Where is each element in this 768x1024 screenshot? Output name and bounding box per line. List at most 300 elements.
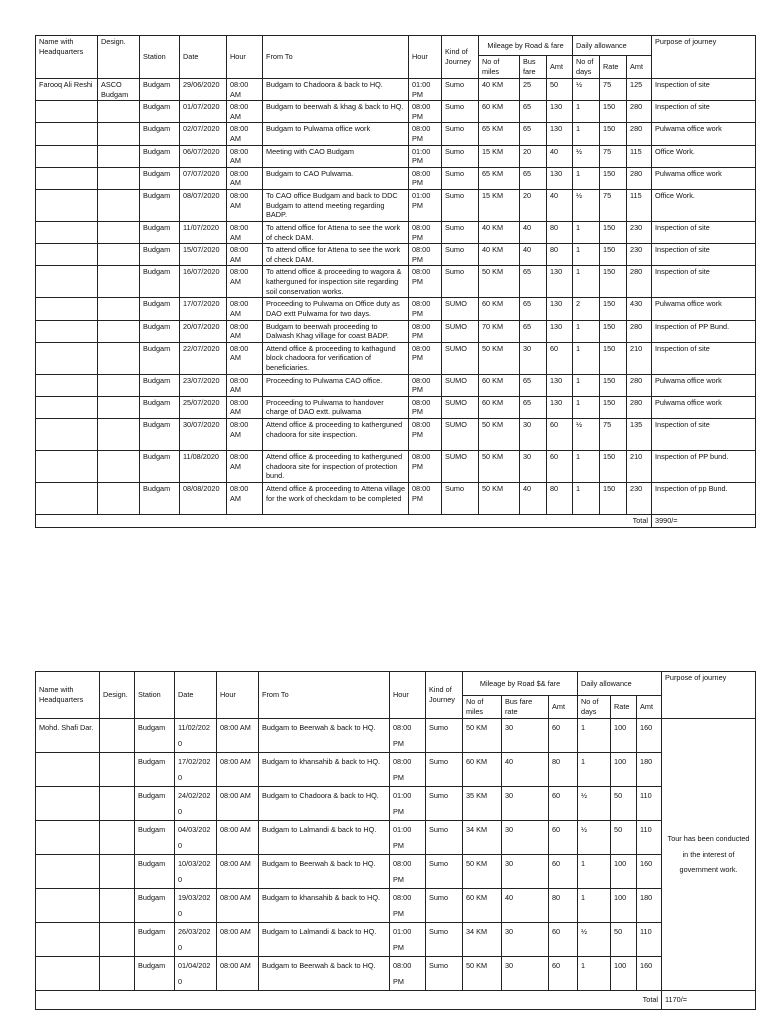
cell-purpose: Inspection of site bbox=[652, 79, 756, 101]
cell-bus-fare: 40 bbox=[502, 753, 549, 787]
cell-no-of-days: 1 bbox=[573, 244, 600, 266]
cell-allowance-amt: 160 bbox=[637, 855, 662, 889]
cell-rate: 150 bbox=[600, 483, 627, 515]
cell-date: 17/02/2020 bbox=[175, 753, 217, 787]
cell-fare-amt: 50 bbox=[547, 79, 573, 101]
table-row bbox=[36, 889, 756, 923]
cell-fare-amt: 60 bbox=[549, 719, 578, 753]
cell-rate: 75 bbox=[600, 145, 627, 167]
total-spacer bbox=[36, 515, 600, 528]
cell-no-of-days: ½ bbox=[573, 79, 600, 101]
cell-hour-2: 08:00 PM bbox=[390, 753, 426, 787]
cell-rate: 150 bbox=[600, 298, 627, 320]
cell-hour: 08:00 AM bbox=[227, 396, 263, 418]
cell-kind-of-journey: Sumo bbox=[426, 753, 463, 787]
cell-design bbox=[98, 374, 140, 396]
cell-fare-amt: 130 bbox=[547, 396, 573, 418]
cell-no-of-miles: 35 KM bbox=[463, 787, 502, 821]
cell-hour: 08:00 AM bbox=[227, 483, 263, 515]
cell-design bbox=[100, 923, 135, 957]
header-amt: Amt bbox=[549, 696, 578, 719]
header-rate: Rate bbox=[600, 56, 627, 79]
cell-purpose: Inspection of site bbox=[652, 266, 756, 298]
cell-design bbox=[98, 221, 140, 243]
cell-date: 11/07/2020 bbox=[180, 221, 227, 243]
cell-purpose: Inspection of site bbox=[652, 244, 756, 266]
cell-station: Budgam bbox=[140, 298, 180, 320]
cell-allowance-amt: 125 bbox=[627, 79, 652, 101]
cell-station: Budgam bbox=[140, 221, 180, 243]
cell-purpose: Office Work. bbox=[652, 145, 756, 167]
cell-hour: 08:00 AM bbox=[227, 320, 263, 342]
cell-kind-of-journey: Sumo bbox=[442, 123, 479, 145]
header-amt-2: Amt bbox=[637, 696, 662, 719]
cell-kind-of-journey: SUMO bbox=[442, 451, 479, 483]
header-hour: Hour bbox=[227, 36, 263, 79]
table-row bbox=[36, 189, 756, 221]
table-row bbox=[36, 79, 756, 101]
header-daily-allowance: Daily allowance bbox=[573, 36, 652, 56]
cell-from-to: Budgam to khansahib & back to HQ. bbox=[259, 753, 390, 787]
cell-design bbox=[100, 821, 135, 855]
cell-no-of-days: 1 bbox=[578, 957, 611, 991]
cell-kind-of-journey: Sumo bbox=[426, 787, 463, 821]
cell-no-of-miles: 50 KM bbox=[479, 419, 520, 451]
cell-hour-2: 08:00 PM bbox=[390, 855, 426, 889]
cell-bus-fare: 20 bbox=[520, 145, 547, 167]
cell-rate: 150 bbox=[600, 167, 627, 189]
cell-station: Budgam bbox=[135, 719, 175, 753]
cell-fare-amt: 80 bbox=[549, 889, 578, 923]
cell-fare-amt: 130 bbox=[547, 101, 573, 123]
cell-hour-2: 01:00 PM bbox=[409, 189, 442, 221]
cell-hour-2: 08:00 PM bbox=[409, 123, 442, 145]
cell-station: Budgam bbox=[140, 483, 180, 515]
header-no-of-miles: No of miles bbox=[479, 56, 520, 79]
cell-name-headquarters bbox=[36, 821, 100, 855]
cell-station: Budgam bbox=[140, 167, 180, 189]
header-no-of-days: No of days bbox=[578, 696, 611, 719]
cell-kind-of-journey: SUMO bbox=[442, 320, 479, 342]
cell-fare-amt: 60 bbox=[547, 342, 573, 374]
cell-allowance-amt: 230 bbox=[627, 244, 652, 266]
cell-name-headquarters bbox=[36, 221, 98, 243]
header-purpose: Purpose of journey bbox=[662, 672, 756, 719]
cell-no-of-miles: 50 KM bbox=[479, 342, 520, 374]
cell-hour-2: 08:00 PM bbox=[409, 221, 442, 243]
cell-rate: 100 bbox=[611, 719, 637, 753]
cell-hour: 08:00 AM bbox=[217, 719, 259, 753]
table-row bbox=[36, 483, 756, 515]
cell-allowance-amt: 115 bbox=[627, 189, 652, 221]
header-hour: Hour bbox=[217, 672, 259, 719]
header-daily-allowance: Daily allowance bbox=[578, 672, 662, 696]
cell-station: Budgam bbox=[140, 189, 180, 221]
cell-date: 16/07/2020 bbox=[180, 266, 227, 298]
cell-kind-of-journey: Sumo bbox=[426, 889, 463, 923]
cell-fare-amt: 60 bbox=[549, 923, 578, 957]
header-amt: Amt bbox=[547, 56, 573, 79]
cell-no-of-days: 1 bbox=[578, 855, 611, 889]
cell-fare-amt: 60 bbox=[547, 451, 573, 483]
cell-fare-amt: 130 bbox=[547, 320, 573, 342]
table-row bbox=[36, 320, 756, 342]
table-row bbox=[36, 374, 756, 396]
header-rate: Rate bbox=[611, 696, 637, 719]
cell-purpose: Inspection of site bbox=[652, 419, 756, 451]
cell-hour-2: 08:00 PM bbox=[409, 342, 442, 374]
cell-kind-of-journey: Sumo bbox=[442, 483, 479, 515]
cell-no-of-miles: 50 KM bbox=[463, 855, 502, 889]
table-row bbox=[36, 221, 756, 243]
cell-allowance-amt: 280 bbox=[627, 374, 652, 396]
cell-name-headquarters bbox=[36, 167, 98, 189]
cell-name-headquarters bbox=[36, 753, 100, 787]
cell-name-headquarters: Mohd. Shafi Dar. bbox=[36, 719, 100, 753]
cell-station: Budgam bbox=[135, 889, 175, 923]
cell-purpose: Inspection of site bbox=[652, 342, 756, 374]
cell-design bbox=[98, 342, 140, 374]
cell-rate: 50 bbox=[611, 787, 637, 821]
header-hour-2: Hour bbox=[390, 672, 426, 719]
header-name: Name with Headquarters bbox=[36, 672, 100, 719]
header-date: Date bbox=[175, 672, 217, 719]
cell-fare-amt: 60 bbox=[547, 419, 573, 451]
cell-date: 29/06/2020 bbox=[180, 79, 227, 101]
cell-from-to: To attend office for Attena to see the work of check DAM. bbox=[263, 244, 409, 266]
cell-from-to: To CAO office Budgam and back to DDC Budgam to attend meeting regarding BADP. bbox=[263, 189, 409, 221]
cell-hour-2: 08:00 PM bbox=[409, 396, 442, 418]
table-row bbox=[36, 855, 756, 889]
cell-from-to: Budgam to beerwah & khag & back to HQ. bbox=[263, 101, 409, 123]
cell-station: Budgam bbox=[135, 753, 175, 787]
cell-rate: 50 bbox=[611, 923, 637, 957]
cell-name-headquarters bbox=[36, 855, 100, 889]
cell-hour-2: 08:00 PM bbox=[409, 374, 442, 396]
cell-station: Budgam bbox=[140, 244, 180, 266]
cell-fare-amt: 60 bbox=[549, 957, 578, 991]
cell-hour-2: 08:00 PM bbox=[409, 266, 442, 298]
cell-purpose: Tour has been conducted in the interest of government work. bbox=[662, 719, 756, 991]
total-value: 1170/= bbox=[662, 991, 756, 1010]
cell-hour: 08:00 AM bbox=[217, 923, 259, 957]
cell-no-of-miles: 34 KM bbox=[463, 923, 502, 957]
cell-no-of-miles: 40 KM bbox=[479, 221, 520, 243]
cell-name-headquarters bbox=[36, 419, 98, 451]
table-row bbox=[36, 266, 756, 298]
cell-design bbox=[100, 889, 135, 923]
cell-from-to: To attend office for Attena to see the work of check DAM. bbox=[263, 221, 409, 243]
table-row bbox=[36, 123, 756, 145]
header-name: Name with Headquarters bbox=[36, 36, 98, 79]
cell-station: Budgam bbox=[140, 320, 180, 342]
cell-hour-2: 08:00 PM bbox=[409, 298, 442, 320]
cell-date: 19/03/2020 bbox=[175, 889, 217, 923]
table-row bbox=[36, 145, 756, 167]
cell-hour: 08:00 AM bbox=[227, 342, 263, 374]
cell-no-of-miles: 40 KM bbox=[479, 244, 520, 266]
cell-hour: 08:00 AM bbox=[227, 419, 263, 451]
cell-no-of-miles: 70 KM bbox=[479, 320, 520, 342]
cell-name-headquarters bbox=[36, 923, 100, 957]
cell-hour-2: 08:00 PM bbox=[409, 483, 442, 515]
cell-hour: 08:00 AM bbox=[217, 957, 259, 991]
total-label: Total bbox=[600, 515, 652, 528]
cell-design bbox=[98, 101, 140, 123]
cell-no-of-days: 1 bbox=[573, 101, 600, 123]
cell-hour-2: 01:00 PM bbox=[390, 923, 426, 957]
cell-date: 10/03/2020 bbox=[175, 855, 217, 889]
cell-hour-2: 08:00 PM bbox=[409, 320, 442, 342]
cell-design bbox=[98, 451, 140, 483]
cell-date: 20/07/2020 bbox=[180, 320, 227, 342]
cell-no-of-miles: 60 KM bbox=[479, 101, 520, 123]
cell-bus-fare: 30 bbox=[502, 855, 549, 889]
cell-design bbox=[98, 145, 140, 167]
cell-no-of-days: 1 bbox=[578, 753, 611, 787]
table-row bbox=[36, 787, 756, 821]
cell-fare-amt: 80 bbox=[547, 244, 573, 266]
header-no-of-days: No of days bbox=[573, 56, 600, 79]
cell-rate: 150 bbox=[600, 374, 627, 396]
cell-name-headquarters bbox=[36, 189, 98, 221]
cell-name-headquarters bbox=[36, 123, 98, 145]
table-row bbox=[36, 167, 756, 189]
cell-name-headquarters bbox=[36, 396, 98, 418]
cell-bus-fare: 30 bbox=[502, 957, 549, 991]
cell-name-headquarters: Farooq Ali Reshi bbox=[36, 79, 98, 101]
cell-no-of-miles: 50 KM bbox=[479, 266, 520, 298]
cell-no-of-days: 1 bbox=[573, 374, 600, 396]
cell-date: 15/07/2020 bbox=[180, 244, 227, 266]
header-hour-2: Hour bbox=[409, 36, 442, 79]
cell-bus-fare: 65 bbox=[520, 123, 547, 145]
cell-bus-fare: 65 bbox=[520, 374, 547, 396]
cell-no-of-days: ½ bbox=[573, 189, 600, 221]
cell-design bbox=[100, 787, 135, 821]
cell-date: 08/08/2020 bbox=[180, 483, 227, 515]
cell-no-of-days: 1 bbox=[573, 483, 600, 515]
cell-hour-2: 08:00 PM bbox=[409, 101, 442, 123]
header-amt-2: Amt bbox=[627, 56, 652, 79]
cell-no-of-miles: 34 KM bbox=[463, 821, 502, 855]
header-no-of-miles: No of miles bbox=[463, 696, 502, 719]
cell-hour: 08:00 AM bbox=[217, 753, 259, 787]
cell-bus-fare: 30 bbox=[502, 787, 549, 821]
cell-no-of-days: ½ bbox=[573, 145, 600, 167]
cell-hour: 08:00 AM bbox=[227, 298, 263, 320]
cell-fare-amt: 130 bbox=[547, 167, 573, 189]
cell-station: Budgam bbox=[140, 451, 180, 483]
cell-no-of-days: 1 bbox=[573, 266, 600, 298]
cell-no-of-miles: 50 KM bbox=[463, 719, 502, 753]
cell-purpose: Pulwama office work bbox=[652, 123, 756, 145]
cell-hour: 08:00 AM bbox=[227, 123, 263, 145]
cell-hour-2: 08:00 PM bbox=[409, 167, 442, 189]
cell-station: Budgam bbox=[140, 266, 180, 298]
cell-bus-fare: 65 bbox=[520, 298, 547, 320]
cell-purpose: Inspection of site bbox=[652, 221, 756, 243]
cell-hour: 08:00 AM bbox=[227, 79, 263, 101]
header-date: Date bbox=[180, 36, 227, 79]
cell-kind-of-journey: Sumo bbox=[426, 719, 463, 753]
cell-bus-fare: 65 bbox=[520, 101, 547, 123]
cell-rate: 100 bbox=[611, 889, 637, 923]
cell-bus-fare: 30 bbox=[502, 719, 549, 753]
cell-date: 23/07/2020 bbox=[180, 374, 227, 396]
cell-station: Budgam bbox=[140, 374, 180, 396]
cell-no-of-miles: 60 KM bbox=[479, 374, 520, 396]
cell-bus-fare: 65 bbox=[520, 266, 547, 298]
cell-from-to: Budgam to Chadoora & back to HQ. bbox=[263, 79, 409, 101]
cell-rate: 150 bbox=[600, 451, 627, 483]
cell-date: 01/04/2020 bbox=[175, 957, 217, 991]
cell-name-headquarters bbox=[36, 101, 98, 123]
cell-from-to: To attend office & proceeding to wagora & katherguned for inspection site regarding soil conservation works. bbox=[263, 266, 409, 298]
cell-no-of-days: ½ bbox=[578, 821, 611, 855]
cell-no-of-miles: 50 KM bbox=[463, 957, 502, 991]
cell-design bbox=[100, 719, 135, 753]
total-label: Total bbox=[611, 991, 662, 1010]
cell-no-of-miles: 15 KM bbox=[479, 145, 520, 167]
cell-fare-amt: 60 bbox=[549, 787, 578, 821]
table-row bbox=[36, 244, 756, 266]
cell-rate: 150 bbox=[600, 101, 627, 123]
cell-design bbox=[100, 957, 135, 991]
cell-rate: 75 bbox=[600, 419, 627, 451]
cell-no-of-miles: 60 KM bbox=[479, 298, 520, 320]
cell-rate: 150 bbox=[600, 221, 627, 243]
cell-no-of-days: 1 bbox=[573, 221, 600, 243]
cell-name-headquarters bbox=[36, 787, 100, 821]
cell-hour: 08:00 AM bbox=[217, 855, 259, 889]
cell-allowance-amt: 110 bbox=[637, 923, 662, 957]
cell-station: Budgam bbox=[135, 855, 175, 889]
cell-hour-2: 01:00 PM bbox=[390, 821, 426, 855]
cell-purpose: Pulwama office work bbox=[652, 298, 756, 320]
cell-name-headquarters bbox=[36, 145, 98, 167]
cell-station: Budgam bbox=[135, 821, 175, 855]
cell-name-headquarters bbox=[36, 451, 98, 483]
cell-design bbox=[98, 123, 140, 145]
cell-purpose: Inspection of pp Bund. bbox=[652, 483, 756, 515]
cell-fare-amt: 40 bbox=[547, 189, 573, 221]
cell-no-of-days: 1 bbox=[578, 719, 611, 753]
cell-kind-of-journey: Sumo bbox=[442, 244, 479, 266]
cell-purpose: Inspection of PP bund. bbox=[652, 451, 756, 483]
table-row bbox=[36, 957, 756, 991]
total-value: 3990/= bbox=[652, 515, 756, 528]
cell-purpose: Pulwama office work bbox=[652, 374, 756, 396]
cell-design bbox=[98, 189, 140, 221]
cell-no-of-miles: 60 KM bbox=[479, 396, 520, 418]
cell-no-of-days: 2 bbox=[573, 298, 600, 320]
cell-kind-of-journey: SUMO bbox=[442, 396, 479, 418]
cell-date: 26/03/2020 bbox=[175, 923, 217, 957]
cell-design bbox=[98, 419, 140, 451]
cell-from-to: Attend office & proceeding to kathagund block chadoora for verification of beneficiaries. bbox=[263, 342, 409, 374]
table-row bbox=[36, 342, 756, 374]
cell-no-of-days: ½ bbox=[578, 787, 611, 821]
cell-date: 01/07/2020 bbox=[180, 101, 227, 123]
table-row bbox=[36, 753, 756, 787]
cell-date: 11/08/2020 bbox=[180, 451, 227, 483]
cell-hour: 08:00 AM bbox=[217, 787, 259, 821]
cell-allowance-amt: 230 bbox=[627, 221, 652, 243]
header-kind-of-journey: Kind of Journey bbox=[442, 36, 479, 79]
cell-date: 22/07/2020 bbox=[180, 342, 227, 374]
cell-allowance-amt: 180 bbox=[637, 889, 662, 923]
cell-date: 17/07/2020 bbox=[180, 298, 227, 320]
cell-bus-fare: 30 bbox=[502, 821, 549, 855]
cell-station: Budgam bbox=[135, 923, 175, 957]
cell-allowance-amt: 280 bbox=[627, 123, 652, 145]
header-design: Design. bbox=[100, 672, 135, 719]
cell-no-of-days: 1 bbox=[573, 342, 600, 374]
cell-rate: 100 bbox=[611, 753, 637, 787]
cell-design bbox=[100, 855, 135, 889]
cell-hour: 08:00 AM bbox=[227, 167, 263, 189]
tour-table-2 bbox=[35, 671, 756, 1010]
cell-no-of-days: 1 bbox=[573, 451, 600, 483]
cell-from-to: Meeting with CAO Budgam bbox=[263, 145, 409, 167]
cell-name-headquarters bbox=[36, 244, 98, 266]
cell-allowance-amt: 160 bbox=[637, 957, 662, 991]
cell-hour: 08:00 AM bbox=[227, 374, 263, 396]
cell-rate: 150 bbox=[600, 123, 627, 145]
cell-no-of-days: ½ bbox=[573, 419, 600, 451]
cell-from-to: Attend office & proceeding to katherguned chadoora site for inspection of protection bund. bbox=[263, 451, 409, 483]
cell-design bbox=[98, 320, 140, 342]
table-row bbox=[36, 451, 756, 483]
cell-from-to: Proceeding to Pulwama CAO office. bbox=[263, 374, 409, 396]
table-row bbox=[36, 719, 756, 753]
cell-kind-of-journey: Sumo bbox=[442, 145, 479, 167]
cell-allowance-amt: 280 bbox=[627, 266, 652, 298]
cell-design bbox=[98, 396, 140, 418]
cell-no-of-miles: 65 KM bbox=[479, 167, 520, 189]
cell-station: Budgam bbox=[140, 101, 180, 123]
cell-fare-amt: 130 bbox=[547, 374, 573, 396]
cell-no-of-miles: 60 KM bbox=[463, 753, 502, 787]
cell-station: Budgam bbox=[140, 79, 180, 101]
total-spacer bbox=[36, 991, 611, 1010]
cell-hour: 08:00 AM bbox=[227, 221, 263, 243]
cell-from-to: Budgam to Lalmandi & back to HQ. bbox=[259, 821, 390, 855]
cell-design bbox=[98, 298, 140, 320]
header-station: Station bbox=[140, 36, 180, 79]
header-station: Station bbox=[135, 672, 175, 719]
cell-bus-fare: 65 bbox=[520, 167, 547, 189]
cell-kind-of-journey: Sumo bbox=[442, 266, 479, 298]
cell-no-of-miles: 50 KM bbox=[479, 483, 520, 515]
table-row bbox=[36, 101, 756, 123]
cell-kind-of-journey: Sumo bbox=[442, 167, 479, 189]
table-row bbox=[36, 396, 756, 418]
cell-station: Budgam bbox=[140, 145, 180, 167]
cell-purpose: Office Work. bbox=[652, 189, 756, 221]
cell-from-to: Budgam to CAO Pulwama. bbox=[263, 167, 409, 189]
cell-rate: 150 bbox=[600, 266, 627, 298]
cell-kind-of-journey: Sumo bbox=[442, 79, 479, 101]
cell-design bbox=[98, 244, 140, 266]
cell-from-to: Budgam to Lalmandi & back to HQ. bbox=[259, 923, 390, 957]
cell-hour-2: 01:00 PM bbox=[409, 145, 442, 167]
cell-kind-of-journey: Sumo bbox=[442, 101, 479, 123]
cell-allowance-amt: 210 bbox=[627, 342, 652, 374]
cell-from-to: Budgam to Beerwah & back to HQ. bbox=[259, 957, 390, 991]
cell-name-headquarters bbox=[36, 957, 100, 991]
